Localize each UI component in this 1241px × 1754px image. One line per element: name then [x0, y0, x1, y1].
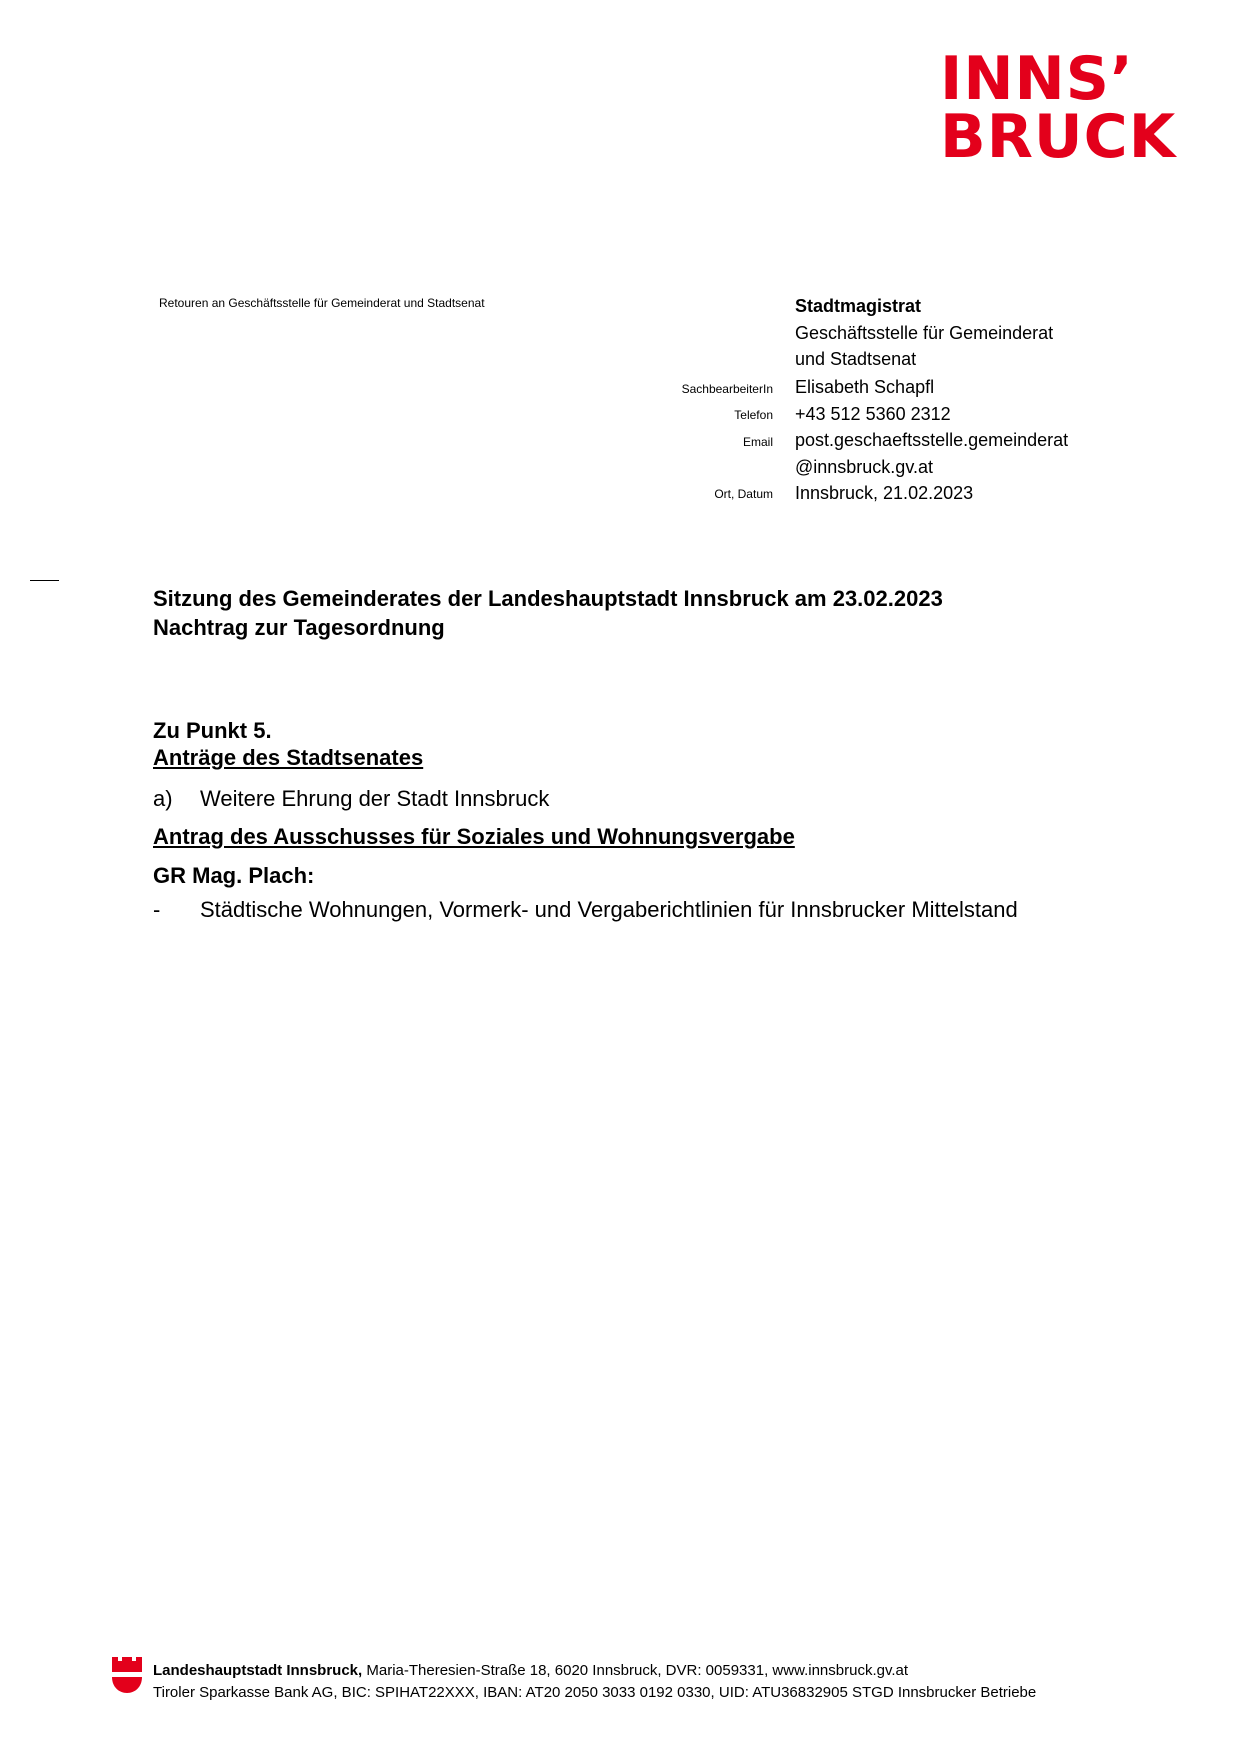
label-place-date: Ort, Datum [714, 487, 773, 501]
place-date: Innsbruck, 21.02.2023 [795, 483, 974, 503]
footer [153, 1660, 1036, 1704]
clerk-name: Elisabeth Schapfl [795, 377, 935, 397]
footer-line-2: Tiroler Sparkasse Bank AG, BIC: SPIHAT22XXX, IBAN: AT20 2050 3033 0192 0330, UID: ATU36832905 STGD Innsbrucker Betriebe [153, 1684, 1037, 1701]
footer-line-1 [153, 1660, 1036, 1682]
email-line-1: post.geschaeftsstelle.gemeinderat [795, 430, 1069, 450]
sender-block [795, 293, 1053, 373]
email-line-2: @innsbruck.gv.at [795, 456, 933, 477]
label-email: Email [742, 435, 773, 449]
label-clerk: SachbearbeiterIn [681, 382, 773, 396]
phone-number: +43 512 5360 2312 [795, 403, 951, 424]
dash-marker: - [153, 897, 161, 922]
logo-line-2: BRUCK [940, 102, 1177, 172]
innsbruck-coat-of-arms-icon [111, 1655, 143, 1695]
agenda-point-heading: Anträge des Stadtsenates [153, 745, 424, 770]
sender-dept-line-2: und Stadtsenat [795, 349, 917, 369]
title-line-2: Nachtrag zur Tagesordnung [153, 615, 445, 640]
motion-heading: Antrag des Ausschusses für Soziales und Wohnungsvergabe [153, 824, 795, 849]
fold-mark [30, 580, 59, 581]
agenda-dash-item [153, 897, 1018, 923]
document-title [153, 584, 943, 642]
innsbruck-logo [940, 44, 1190, 172]
item-a-marker: a) [153, 786, 173, 811]
speaker-name: GR Mag. Plach: [153, 863, 315, 888]
sender-dept-line-1: Geschäftsstelle für Gemeinderat [795, 322, 1054, 343]
dash-item-text: Städtische Wohnungen, Vormerk- und Vergaberichtlinien für Innsbrucker Mittelstand [200, 897, 1018, 922]
item-a-text: Weitere Ehrung der Stadt Innsbruck [200, 786, 550, 811]
label-phone: Telefon [734, 408, 773, 422]
footer-address: Maria-Theresien-Straße 18, 6020 Innsbruck, DVR: 0059331, www.innsbruck.gv.at [362, 1662, 909, 1679]
agenda-item-a [153, 786, 549, 812]
sender-org: Stadtmagistrat [795, 296, 922, 316]
title-line-1: Sitzung des Gemeinderates der Landeshauptstadt Innsbruck am 23.02.2023 [153, 586, 943, 611]
return-address: Retouren an Geschäftsstelle für Gemeinderat und Stadtsenat [159, 296, 485, 310]
footer-org-name: Landeshauptstadt Innsbruck, [153, 1662, 363, 1679]
logo-line-1: INNS’ [940, 44, 1134, 114]
sender-values [795, 374, 1068, 507]
agenda-point-number: Zu Punkt 5. [153, 718, 272, 743]
